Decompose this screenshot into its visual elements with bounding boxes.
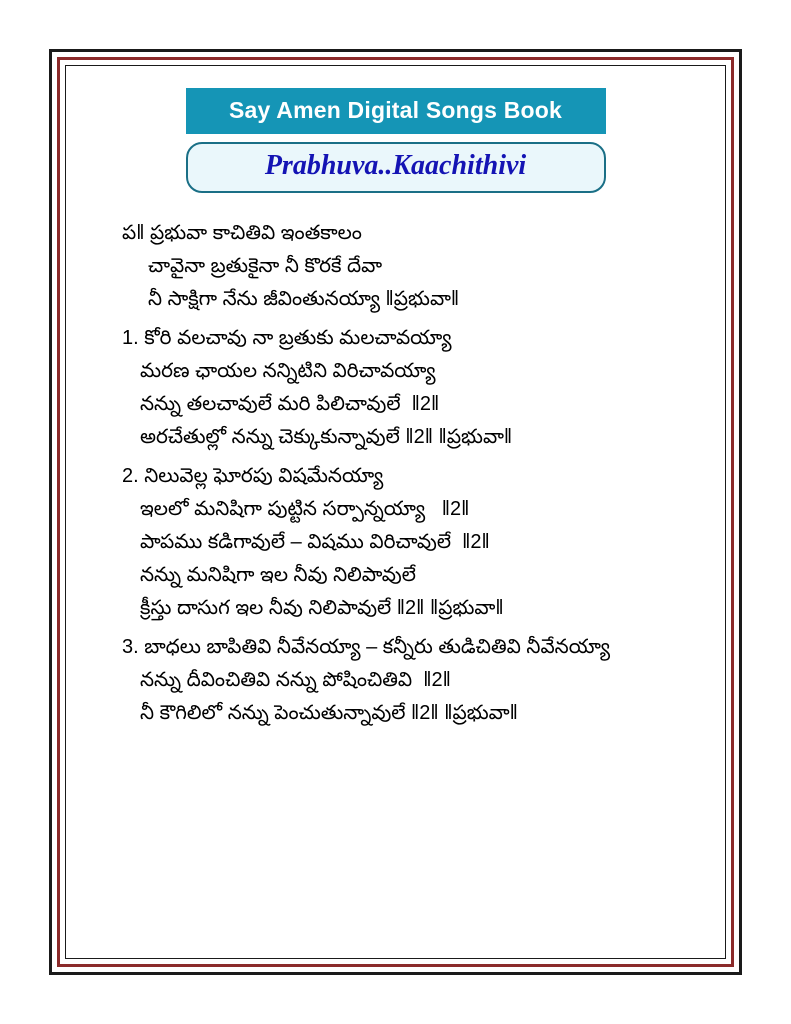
lyric-line: అరచేతుల్లో నన్ను చెక్కుకున్నావులే ‖2‖ ‖ప్రభువా‖ xyxy=(140,426,513,448)
lyric-line: నన్ను తలచావులే మరి పిలిచావులే ‖2‖ xyxy=(140,393,440,415)
lyric-line: ప‖ ప్రభువా కాచితివి ఇంతకాలం xyxy=(122,222,362,244)
lyric-line: క్రీస్తు దాసుగ ఇల నీవు నిలిపావులే ‖2‖ ‖ప్రభువా‖ xyxy=(140,597,504,619)
page-border-outer xyxy=(49,49,742,975)
lyric-line: 1. కోరి వలచావు నా బ్రతుకు మలచావయ్యా xyxy=(122,327,452,349)
app-banner: Say Amen Digital Songs Book xyxy=(186,88,606,134)
lyric-line: నన్ను దీవించితివి నన్ను పోషించితివి ‖2‖ xyxy=(140,669,451,691)
lyric-line: 2. నిలువెల్ల ఘోరపు విషమేనయ్యా xyxy=(122,465,384,487)
lyric-line: నన్ను మనిషిగా ఇల నీవు నిలిపావులే xyxy=(140,564,416,586)
stanza-charanam-1 xyxy=(122,322,697,454)
page-border-inner xyxy=(65,65,726,959)
lyric-line: చావైనా బ్రతుకైనా నీ కొరకే దేవా xyxy=(148,255,383,277)
lyric-line: నీ కౌగిలిలో నన్ను పెంచుతున్నావులే ‖2‖ ‖ప్రభువా‖ xyxy=(140,702,518,724)
lyric-line: పాపము కడిగావులే – విషము విరిచావులే ‖2‖ xyxy=(140,531,490,553)
lyrics-body xyxy=(84,217,707,730)
lyric-line: మరణ ఛాయల నన్నిటిని విరిచావయ్యా xyxy=(140,360,436,382)
stanza-charanam-2 xyxy=(122,460,697,625)
lyric-line: 3. బాధలు బాపితివి నీవేనయ్యా – కన్నీరు తుడిచితివి నీవేనయ్యా xyxy=(122,636,610,658)
lyric-line: నీ సాక్షిగా నేను జీవింతునయ్యా ‖ప్రభువా‖ xyxy=(148,288,460,310)
page-content xyxy=(66,66,725,958)
lyric-line: ఇలలో మనిషిగా పుట్టిన సర్పాన్నయ్యా ‖2‖ xyxy=(140,498,470,520)
page-border-accent xyxy=(57,57,734,967)
stanza-pallavi xyxy=(122,217,697,316)
stanza-charanam-3 xyxy=(122,631,697,730)
song-title: Prabhuva..Kaachithivi xyxy=(186,142,606,193)
